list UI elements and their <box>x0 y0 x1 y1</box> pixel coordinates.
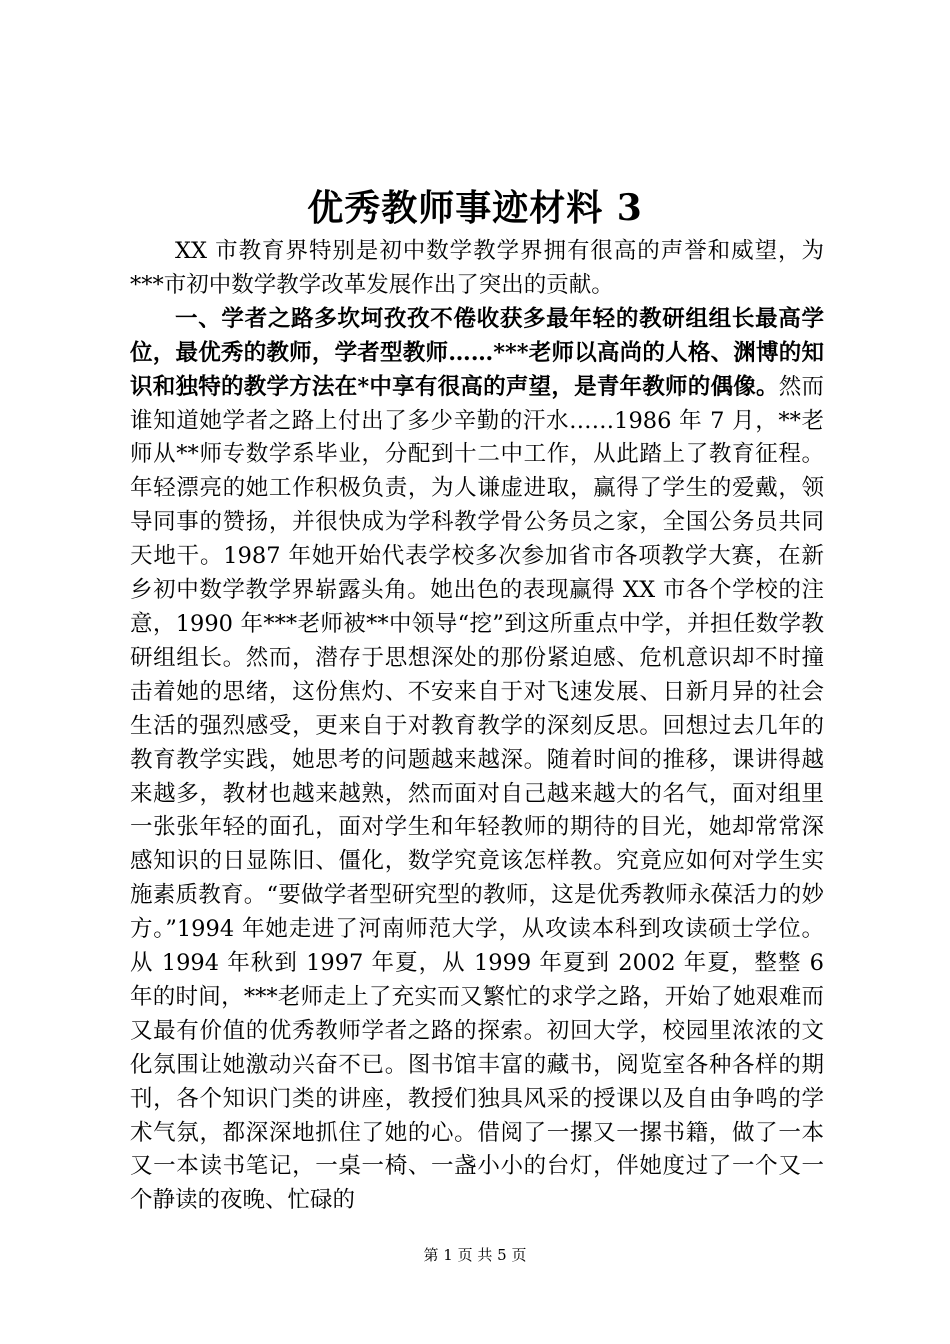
section-lead: 一、学者之路多坎坷孜孜不倦收获多最年轻的教研组组长最高学位，最优秀的教师，学者型教师……***老师以高尚的人格、渊博的知识和独特的教学方法在*中享有很高的声望，是青年教师的偶像。 <box>130 305 824 400</box>
document-title: 优秀教师事迹材料 3 <box>307 187 643 229</box>
document-body <box>130 235 824 1218</box>
page-number: 第 1 页 共 5 页 <box>423 1246 527 1264</box>
intro-paragraph: XX 市教育界特别是初中数学教学界拥有很高的声誉和威望，为***市初中数学教学改革发展作出了突出的贡献。 <box>130 238 824 298</box>
section-paragraph <box>130 303 824 1218</box>
section-body: 然而谁知道她学者之路上付出了多少辛勤的汗水……1986 年 7 月，**老师从**师专数学系毕业，分配到十二中工作，从此踏上了教育征程。年轻漂亮的她工作积极负责，为人谦虚进取，赢得了学生的爱戴，领导同事的赞扬，并很快成为学科教学骨公务员之家，全国公务员共同天地干。1987 年她开始代表学校多次参加省市各项教学大赛，在新乡初中数学教学界崭露头角。她出色的表现赢得 XX 市各个学校的注意，1990 年***老师被**中领导“挖”到这所重点中学，并担任数学教研组组长。然而，潜存于思想深处的那份紧迫感、危机意识却不时撞击着她的思绪，这份焦灼、不安来自于对飞速发展、日新月异的社会生活的强烈感受，更来自于对教育教学的深刻反思。回想过去几年的教育教学实践，她思考的问题越来越深。随着时间的推移，课讲得越来越多，教材也越来越熟，然而面对自己越来越大的名气，面对组里一张张年轻的面孔，面对学生和年轻教师的期待的目光，她却常常深感知识的日显陈旧、僵化，数学究竟该怎样教。究竟应如何对学生实施素质教育。“要做学者型研究型的教师，这是优秀教师永葆活力的妙方。”1994 年她走进了河南师范大学，从攻读本科到攻读硕士学位。从 1994 年秋到 1997 年夏，从 1999 年夏到 2002 年夏，整整 6 年的时间，***老师走上了充实而又繁忙的求学之路，开始了她艰难而又最有价值的优秀教师学者之路的探索。初回大学，校园里浓浓的文化氛围让她激动兴奋不已。图书馆丰富的藏书，阅览室各种各样的期刊，各个知识门类的讲座，教授们独具风采的授课以及自由争鸣的学术气氛，都深深地抓住了她的心。借阅了一摞又一摞书籍，做了一本又一本读书笔记，一桌一椅、一盏小小的台灯，伴她度过了一个又一个静读的夜晚、忙碌的 <box>130 373 824 1214</box>
